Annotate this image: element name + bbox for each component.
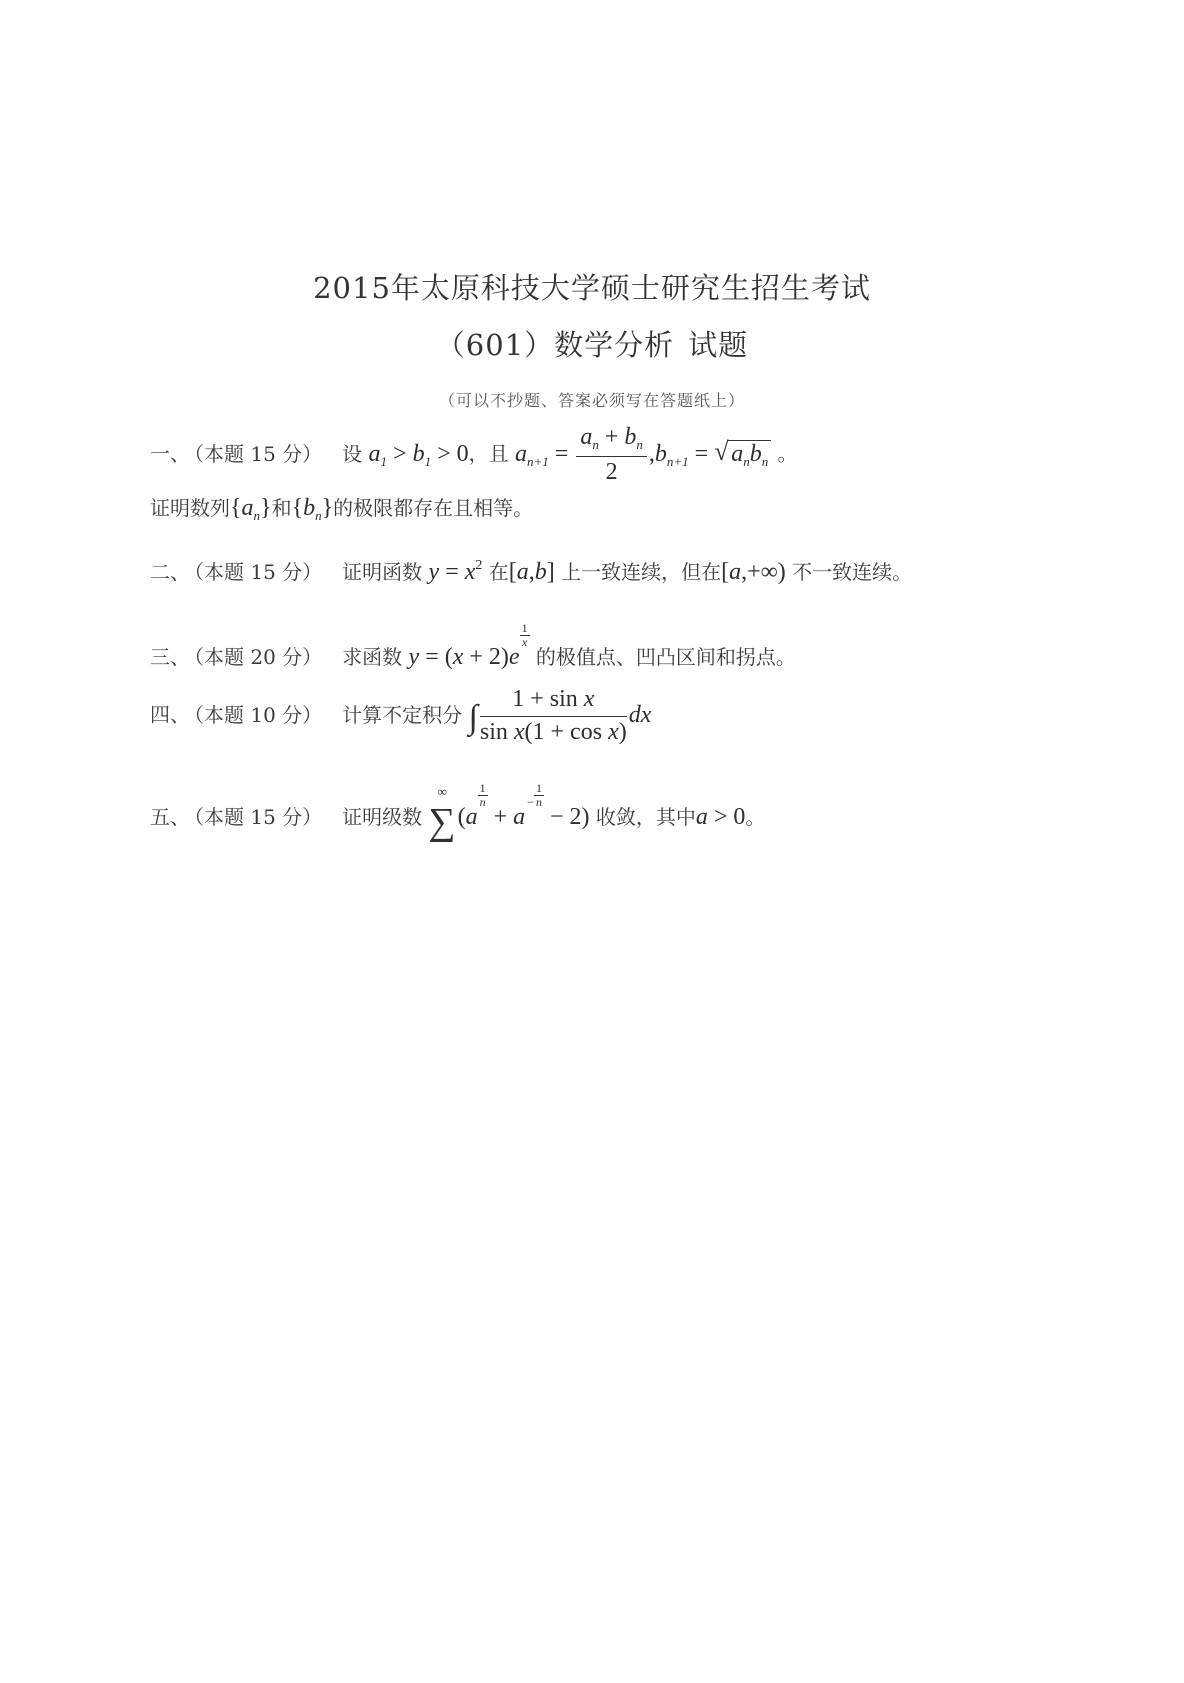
question-3-function: y = (x + 2)e $\frac{1}{x}$ (408, 621, 528, 670)
question-1-prefix: 设 (342, 441, 363, 466)
course-subject: 数学分析 (554, 328, 675, 362)
question-1-end: 。 (777, 441, 798, 466)
question-1-line2-and: 和 (271, 496, 292, 520)
question-3-number: 三、 (150, 645, 190, 669)
question-5-end: 。 (745, 805, 766, 829)
question-1-line2-prefix: 证明数列 (150, 496, 230, 520)
question-4-integral: ∫ $\frac{\text{1 + sin x}}{\text{sin x(1 + cos x)}}$ dx (468, 686, 652, 745)
course-code: （601） (435, 328, 555, 362)
exam-title: 2015年太原科技大学硕士研究生招生考试 (313, 271, 871, 305)
question-3-end: 的极值点、凹凸区间和拐点。 (535, 645, 796, 669)
question-4-prefix: 计算不定积分 (342, 702, 463, 727)
question-3-prefix: 求函数 (342, 645, 403, 669)
question-5-series: ∞ ∑(a $\frac{1}{n}$ + a − $\frac{1}{n}$ − 2) (428, 781, 590, 843)
question-2-points: （本题 15 分） (194, 560, 323, 584)
question-2-mid2: 上一致连续，但在 (561, 560, 722, 584)
sequence-a: $\{a_n\}$ (230, 495, 272, 523)
question-5-prefix: 证明级数 (342, 805, 423, 829)
question-4 (150, 686, 651, 746)
question-5-points: （本题 15 分） (194, 805, 323, 829)
question-2-function: $y = x^2$ (428, 558, 483, 585)
question-1 (150, 424, 798, 486)
question-5-condition: a > 0 (695, 804, 746, 830)
paper-label: 试题 (688, 328, 749, 362)
question-1-formula-b: $a_{n+1}$ = $\frac{a_n + b_n}{2}$ $,b_{n+1}$ = √ $a_nb_n$ (515, 441, 771, 467)
question-4-points: （本题 10 分） (194, 702, 323, 727)
question-1-line2 (150, 492, 533, 524)
exam-instructions: （可以不抄题、答案必须写在答题纸上） (438, 391, 745, 410)
question-1-mid: ，且 (468, 441, 509, 466)
question-5-mid: 收敛，其中 (595, 805, 696, 829)
question-1-formula-a: $a_1 > b_1 > 0$ (368, 440, 469, 469)
question-3-points: （本题 20 分） (194, 645, 323, 669)
question-2-interval-open: [a,+∞) (721, 559, 786, 585)
exam-subtitle (0, 323, 1184, 364)
question-1-points: （本题 15 分） (194, 441, 323, 466)
question-1-line2-text: 的极限都存在且相等。 (333, 496, 534, 520)
question-2-end: 不一致连续。 (792, 560, 913, 584)
question-5-number: 五、 (150, 805, 190, 829)
question-3 (150, 622, 796, 671)
question-4-number: 四、 (150, 702, 190, 727)
question-5 (150, 782, 765, 844)
question-2-mid: 在 (488, 560, 509, 584)
question-2-prefix: 证明函数 (342, 560, 423, 584)
question-2-interval-closed: [a,b] (508, 559, 555, 585)
sequence-b: $\{b_n\}$ (291, 495, 334, 523)
question-2-number: 二、 (150, 560, 190, 584)
question-1-number: 一、 (150, 441, 190, 466)
question-2 (150, 556, 912, 586)
